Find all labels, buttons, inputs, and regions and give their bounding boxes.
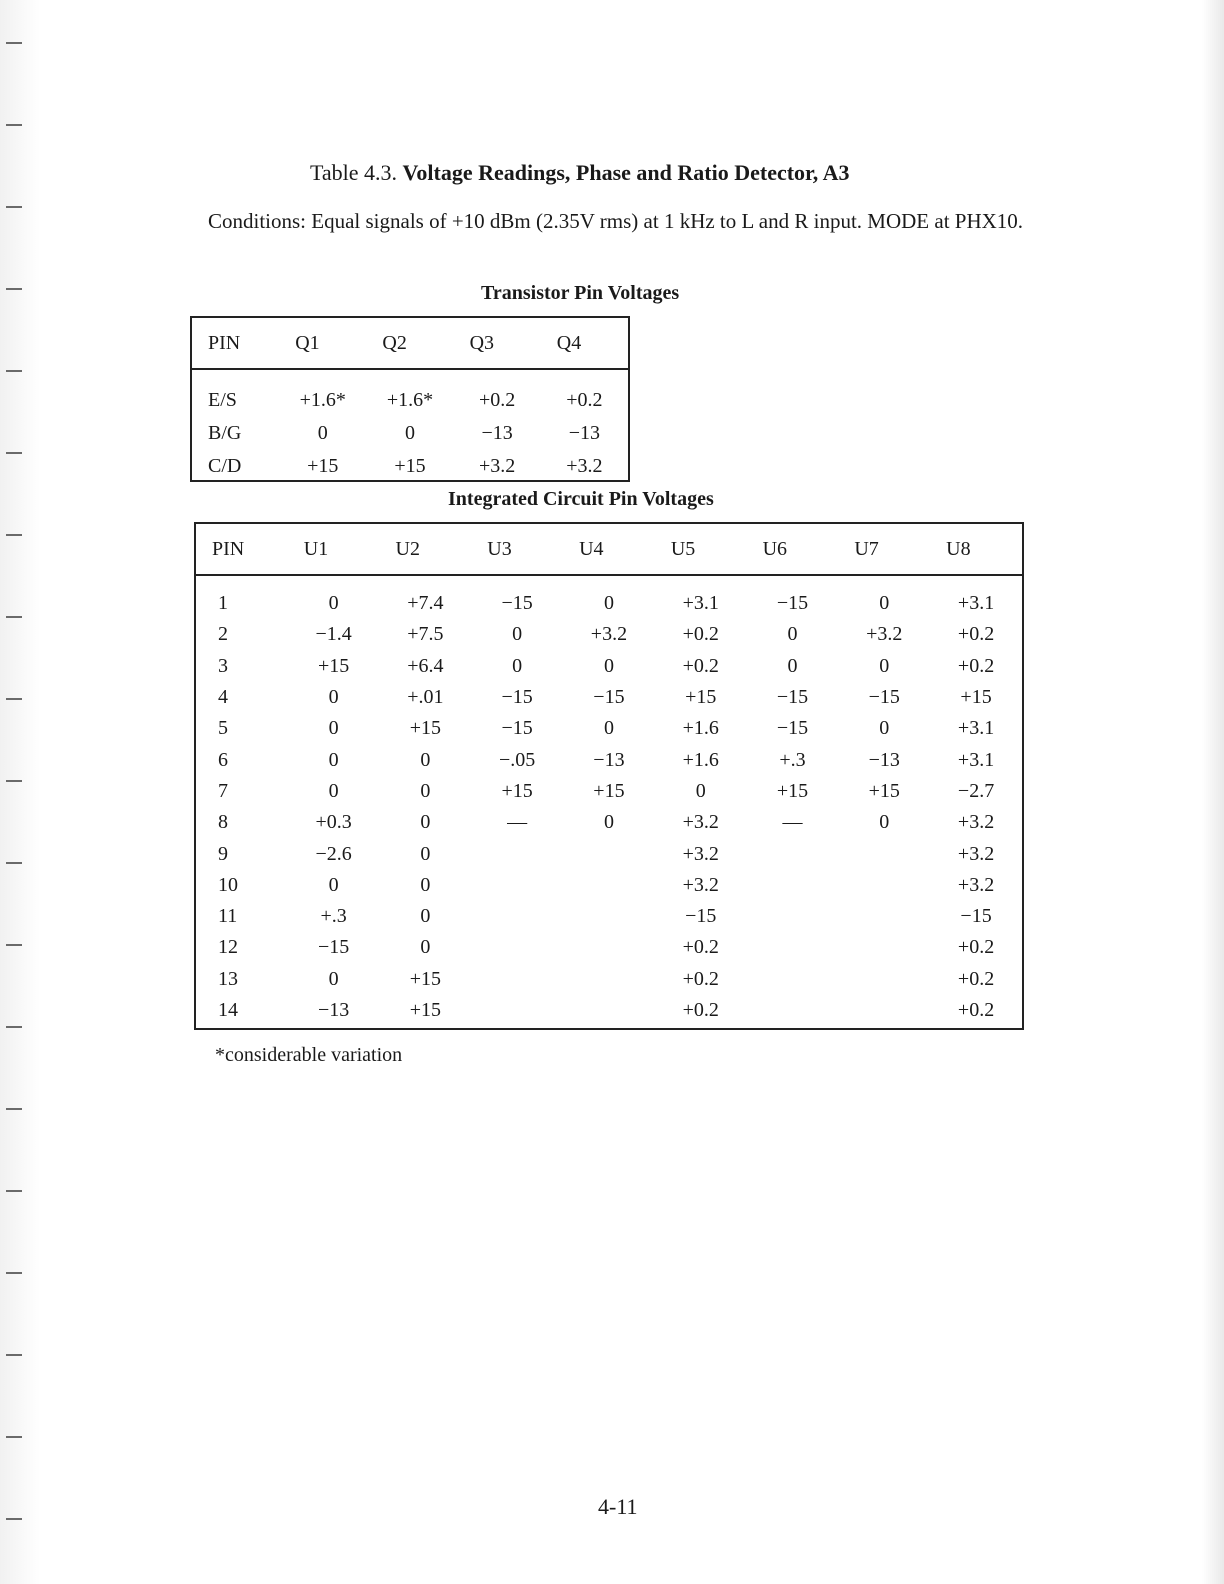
voltage-cell: +0.2 [682, 936, 719, 959]
table-number: Table 4.3. [310, 160, 398, 185]
voltage-cell: 0 [420, 873, 431, 896]
voltage-cell: +0.2 [479, 389, 516, 411]
binder-edge [0, 0, 40, 1584]
transistor-voltage-table [190, 316, 630, 482]
voltage-cell: 0 [328, 967, 339, 990]
voltage-cell: 0 [879, 811, 890, 834]
voltage-cell: −13 [481, 422, 513, 444]
voltage-cell [747, 901, 839, 932]
pin-label: 13 [218, 967, 238, 990]
column-header: Q2 [366, 318, 453, 369]
voltage-cell: 0 [879, 654, 890, 677]
binder-mark [6, 1190, 22, 1192]
voltage-cell [471, 870, 563, 901]
voltage-cell: −15 [685, 905, 717, 928]
voltage-cell: +3.2 [957, 842, 995, 865]
pin-label: E/S [208, 389, 237, 411]
voltage-cell: +3.2 [479, 455, 516, 477]
voltage-cell: 0 [328, 686, 339, 709]
voltage-cell: +15 [307, 455, 339, 477]
voltage-cell [838, 995, 930, 1026]
column-header: Q4 [541, 318, 628, 369]
table-row [196, 964, 1022, 995]
voltage-cell: 0 [603, 717, 614, 740]
column-header: U8 [930, 524, 1022, 575]
transistor-table-caption: Transistor Pin Voltages [481, 282, 680, 304]
table-row [196, 776, 1022, 807]
table-row [196, 744, 1022, 775]
voltage-cell [563, 932, 655, 963]
binder-mark [6, 616, 22, 618]
voltage-cell: −15 [593, 686, 625, 709]
binder-mark [6, 370, 22, 372]
table-row [196, 870, 1022, 901]
column-header: U6 [747, 524, 839, 575]
voltage-cell [838, 838, 930, 869]
voltage-cell: — [782, 811, 803, 834]
pin-label: 4 [218, 686, 228, 709]
binder-mark [6, 452, 22, 454]
voltage-cell: 0 [787, 654, 798, 677]
column-header: U2 [380, 524, 472, 575]
voltage-cell: −15 [501, 717, 533, 740]
table-title [310, 160, 849, 186]
voltage-cell: +.3 [779, 748, 806, 771]
ic-table-caption: Integrated Circuit Pin Voltages [448, 488, 714, 510]
voltage-cell: −15 [318, 936, 350, 959]
table-title-text: Voltage Readings, Phase and Ratio Detector, A3 [402, 160, 850, 185]
voltage-cell [471, 932, 563, 963]
voltage-cell: +7.5 [407, 623, 444, 646]
voltage-cell: +1.6 [682, 748, 719, 771]
voltage-cell [471, 964, 563, 995]
voltage-cell: +0.3 [315, 811, 352, 834]
voltage-cell: 0 [512, 654, 523, 677]
binder-mark [6, 1108, 22, 1110]
voltage-cell: +0.2 [682, 623, 719, 646]
column-header: U5 [655, 524, 747, 575]
pin-label: 1 [218, 592, 228, 615]
ic-voltage-table [194, 522, 1024, 1030]
voltage-cell: +15 [776, 779, 809, 802]
voltage-cell: −15 [501, 686, 533, 709]
voltage-cell [563, 964, 655, 995]
voltage-cell: 0 [328, 717, 339, 740]
voltage-cell: 0 [420, 905, 431, 928]
binder-mark [6, 1272, 22, 1274]
conditions-text: Conditions: Equal signals of +10 dBm (2.35V rms) at 1 kHz to L and R input. MODE at PHX10. [208, 209, 1024, 233]
voltage-cell: +7.4 [407, 592, 444, 615]
voltage-cell: +3.1 [682, 592, 719, 615]
binder-mark [6, 206, 22, 208]
voltage-cell: 0 [404, 422, 415, 444]
pin-label: 12 [218, 936, 238, 959]
voltage-cell: −13 [593, 748, 625, 771]
table-row [192, 450, 628, 483]
voltage-cell: +0.2 [957, 936, 995, 959]
voltage-cell: −1.4 [315, 623, 352, 646]
voltage-cell: +3.1 [957, 717, 995, 740]
voltage-cell: −15 [776, 717, 809, 740]
voltage-cell: +3.2 [957, 873, 995, 896]
voltage-cell: +3.2 [957, 811, 995, 834]
voltage-cell: 0 [603, 654, 614, 677]
column-header: Q3 [454, 318, 541, 369]
pin-label: C/D [208, 455, 242, 477]
binder-mark [6, 1354, 22, 1356]
voltage-cell [471, 995, 563, 1026]
voltage-cell: +0.2 [682, 654, 719, 677]
voltage-cell: 0 [603, 592, 614, 615]
page-number: 4-11 [598, 1494, 638, 1519]
voltage-cell: −13 [318, 999, 350, 1021]
voltage-cell: +3.2 [682, 873, 719, 896]
voltage-cell: +1.6* [299, 389, 346, 411]
voltage-cell [747, 932, 839, 963]
voltage-cell [563, 838, 655, 869]
column-header: Q1 [279, 318, 366, 369]
column-header: U4 [563, 524, 655, 575]
voltage-cell: +3.2 [682, 842, 719, 865]
voltage-cell: 0 [420, 811, 431, 834]
voltage-cell: 0 [420, 748, 431, 771]
table-row [196, 575, 1022, 619]
binder-mark [6, 1026, 22, 1028]
binder-mark [6, 1518, 22, 1520]
column-header: PIN [192, 318, 279, 369]
voltage-cell [747, 838, 839, 869]
voltage-cell: +3.2 [866, 623, 903, 646]
voltage-cell [563, 901, 655, 932]
voltage-cell [838, 964, 930, 995]
table-row [196, 932, 1022, 963]
voltage-cell: +3.1 [957, 592, 995, 615]
voltage-cell: 0 [879, 592, 890, 615]
voltage-cell: 0 [328, 873, 339, 896]
voltage-cell: +15 [409, 999, 442, 1021]
table-row [196, 995, 1022, 1026]
voltage-cell: 0 [787, 623, 798, 646]
voltage-cell: +15 [960, 686, 992, 709]
voltage-cell: −2.6 [315, 842, 352, 865]
footnote: *considerable variation [215, 1044, 403, 1066]
table-row [196, 713, 1022, 744]
binder-mark [6, 862, 22, 864]
voltage-cell: +3.2 [566, 455, 603, 477]
pin-label: 10 [218, 873, 238, 896]
pin-label: 3 [218, 654, 228, 677]
voltage-cell: +0.2 [957, 967, 995, 990]
voltage-cell: −15 [776, 592, 809, 615]
voltage-cell: −13 [868, 748, 900, 771]
pin-label: 11 [218, 905, 238, 928]
column-header: U1 [288, 524, 380, 575]
page-edge-shadow [1202, 0, 1224, 1584]
voltage-cell: −2.7 [957, 779, 995, 802]
pin-label: 9 [218, 842, 228, 865]
voltage-cell [747, 995, 839, 1026]
voltage-cell [471, 838, 563, 869]
voltage-cell: +15 [394, 455, 426, 477]
voltage-cell: +15 [318, 654, 350, 677]
voltage-cell: −15 [868, 686, 900, 709]
voltage-cell: −.05 [499, 748, 536, 771]
table-row [196, 901, 1022, 932]
voltage-cell: +0.2 [957, 623, 995, 646]
voltage-cell: +.3 [320, 905, 347, 928]
voltage-cell: +.01 [407, 686, 444, 709]
voltage-cell: 0 [420, 779, 431, 802]
voltage-cell: 0 [420, 842, 431, 865]
voltage-cell: +3.2 [590, 623, 628, 646]
pin-label: 6 [218, 748, 228, 771]
voltage-cell: +0.2 [957, 999, 995, 1021]
voltage-cell: −15 [776, 686, 809, 709]
voltage-cell [563, 870, 655, 901]
voltage-cell: 0 [317, 422, 328, 444]
column-header: PIN [196, 524, 288, 575]
voltage-cell [838, 870, 930, 901]
voltage-cell: +1.6* [386, 389, 434, 411]
voltage-cell: +3.2 [682, 811, 719, 834]
binder-mark [6, 698, 22, 700]
voltage-cell: 0 [420, 936, 431, 959]
voltage-cell: 0 [512, 623, 523, 646]
table-row [196, 807, 1022, 838]
voltage-cell [747, 870, 839, 901]
voltage-cell: +15 [593, 779, 625, 802]
voltage-cell [747, 964, 839, 995]
voltage-cell: 0 [328, 779, 339, 802]
binder-mark [6, 534, 22, 536]
voltage-cell: +3.1 [957, 748, 995, 771]
voltage-cell: +0.2 [682, 999, 719, 1021]
pin-label: 7 [218, 779, 228, 802]
pin-label: 5 [218, 717, 228, 740]
table-header-row [196, 524, 1022, 575]
binder-mark [6, 780, 22, 782]
voltage-cell: +1.6 [682, 717, 719, 740]
table-row [192, 369, 628, 417]
voltage-cell: +6.4 [407, 654, 444, 677]
pin-label: B/G [208, 422, 242, 444]
binder-mark [6, 42, 22, 44]
voltage-cell: +0.2 [957, 654, 995, 677]
voltage-cell: 0 [328, 748, 339, 771]
pin-label: 14 [218, 999, 238, 1021]
voltage-cell: +0.2 [566, 389, 603, 411]
voltage-cell [838, 901, 930, 932]
voltage-cell: +15 [409, 967, 442, 990]
table-row [196, 682, 1022, 713]
voltage-cell: −15 [501, 592, 533, 615]
voltage-cell [563, 995, 655, 1026]
voltage-cell: +0.2 [682, 967, 719, 990]
voltage-cell: −15 [960, 905, 992, 928]
column-header: U7 [838, 524, 930, 575]
pin-label: 2 [218, 623, 228, 646]
table-row [196, 619, 1022, 650]
voltage-cell: — [507, 811, 528, 834]
voltage-cell: +15 [409, 717, 442, 740]
binder-mark [6, 288, 22, 290]
binder-mark [6, 944, 22, 946]
table-row [196, 838, 1022, 869]
column-header: U3 [471, 524, 563, 575]
voltage-cell: 0 [879, 717, 890, 740]
table-row [196, 651, 1022, 682]
voltage-cell: 0 [695, 779, 706, 802]
voltage-cell: 0 [328, 592, 339, 615]
pin-label: 8 [218, 811, 228, 834]
table-header-row [192, 318, 628, 369]
binder-mark [6, 1436, 22, 1438]
voltage-cell: +15 [501, 779, 533, 802]
voltage-cell: −13 [568, 422, 601, 444]
voltage-cell: +15 [685, 686, 717, 709]
voltage-cell [838, 932, 930, 963]
voltage-cell: 0 [603, 811, 614, 834]
voltage-cell: +15 [868, 779, 900, 802]
binder-mark [6, 124, 22, 126]
voltage-cell [471, 901, 563, 932]
table-row [192, 417, 628, 450]
